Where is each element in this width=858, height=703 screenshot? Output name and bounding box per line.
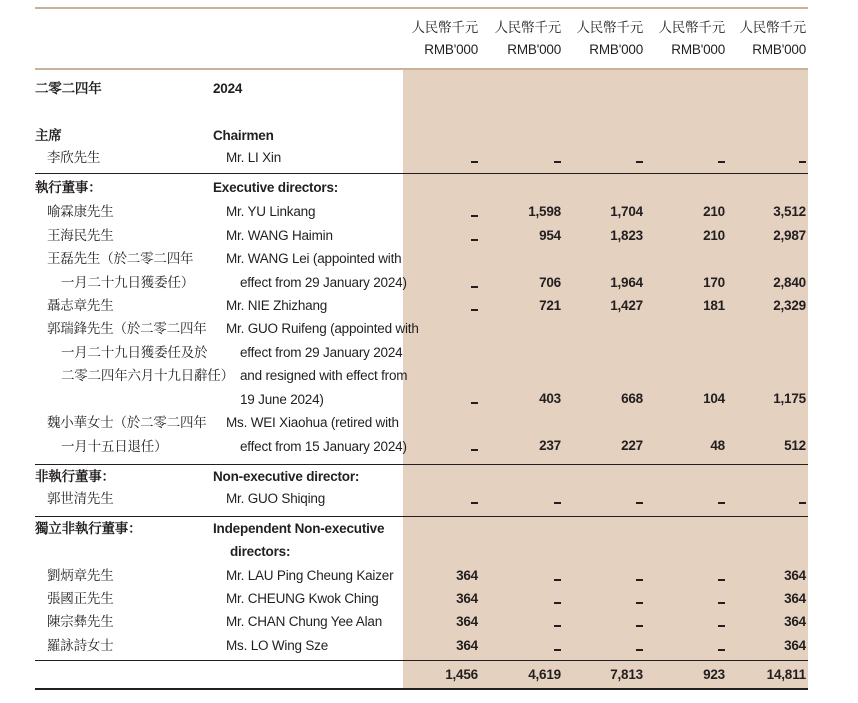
column-header-cn: 人民幣千元 — [576, 20, 643, 35]
section-title-en-cont: directors: — [230, 544, 291, 559]
dash-value — [554, 625, 561, 627]
dash-value — [636, 602, 643, 604]
top-rule — [35, 7, 808, 9]
amount-cell: 668 — [621, 391, 643, 406]
dash-value — [471, 502, 478, 504]
director-note-cn: 一月二十九日獲委任） — [61, 274, 194, 290]
director-name-en: Mr. CHAN Chung Yee Alan — [226, 614, 382, 629]
amount-cell: 210 — [703, 204, 725, 219]
director-name-en: Mr. LAU Ping Cheung Kaizer — [226, 568, 394, 583]
director-name-cn: 李欣先生 — [47, 150, 101, 165]
director-name-cn: 郭世清先生 — [47, 491, 114, 506]
amount-cell: 2,329 — [773, 298, 806, 313]
amount-cell: 364 — [784, 591, 806, 606]
column-header-en: RMB'000 — [424, 42, 478, 57]
column-header-cn: 人民幣千元 — [411, 20, 478, 35]
amount-cell: 364 — [456, 591, 478, 606]
total-cell: 1,456 — [445, 667, 478, 682]
amount-cell: 227 — [621, 438, 643, 453]
director-name-en: Mr. YU Linkang — [226, 204, 316, 219]
amount-cell: 1,598 — [528, 204, 561, 219]
amount-cell: 364 — [456, 638, 478, 653]
director-name-en: Mr. CHEUNG Kwok Ching — [226, 591, 379, 606]
column-header-en: RMB'000 — [507, 42, 561, 57]
column-header-en: RMB'000 — [752, 42, 806, 57]
dash-value — [554, 649, 561, 651]
amount-cell: 706 — [539, 275, 561, 290]
director-note-en: and resigned with effect from — [240, 368, 408, 383]
total-cell: 4,619 — [528, 667, 561, 682]
amount-cell: 48 — [710, 438, 725, 453]
amount-cell: 364 — [784, 568, 806, 583]
director-name-cn: 郭瑞鋒先生（於二零二四年 — [47, 321, 207, 336]
director-note-en: 19 June 2024) — [240, 391, 324, 407]
section-title-en: Chairmen — [213, 128, 274, 143]
dash-value — [554, 502, 561, 504]
amount-cell: 364 — [456, 614, 478, 629]
director-note-cn: 一月二十九日獲委任及於 — [61, 344, 208, 360]
total-cell: 923 — [703, 667, 725, 682]
dash-value — [636, 649, 643, 651]
column-header-en: RMB'000 — [671, 42, 725, 57]
amount-cell: 403 — [539, 391, 561, 406]
column-header-en: RMB'000 — [589, 42, 643, 57]
director-note-en: effect from 29 January 2024) — [240, 274, 407, 290]
director-name-en: Mr. WANG Haimin — [226, 228, 333, 243]
director-name-cn: 喻霖康先生 — [47, 204, 114, 219]
amount-cell: 2,987 — [773, 228, 806, 243]
director-name-en: Mr. LI Xin — [226, 150, 282, 165]
director-name-cn: 魏小華女士（於二零二四年 — [47, 415, 207, 430]
dash-value — [636, 625, 643, 627]
dash-value — [718, 161, 725, 163]
year-label-en: 2024 — [213, 81, 243, 96]
dash-value — [471, 161, 478, 163]
dash-value — [799, 161, 806, 163]
total-bottom-rule — [35, 688, 808, 690]
director-name-cn: 王海民先生 — [47, 228, 114, 243]
dash-value — [636, 579, 643, 581]
amount-cell: 3,512 — [773, 204, 806, 219]
amount-cell: 1,704 — [610, 204, 643, 219]
amount-cell: 237 — [539, 438, 561, 453]
amount-cell: 170 — [703, 275, 725, 290]
amount-cell: 1,427 — [610, 298, 643, 313]
director-name-cn: 聶志章先生 — [47, 298, 114, 313]
section-title-en: Independent Non-executive — [213, 521, 385, 536]
director-name-cn: 王磊先生（於二零二四年 — [47, 251, 194, 266]
dash-value — [554, 161, 561, 163]
director-note-cn: 一月十五日退任） — [61, 438, 168, 454]
total-cell: 14,811 — [766, 667, 806, 682]
dash-value — [554, 602, 561, 604]
director-note-cn: 二零二四年六月十九日辭任） — [61, 368, 234, 383]
header-rule — [35, 68, 808, 70]
amount-cell: 1,175 — [773, 391, 806, 406]
amount-cell: 364 — [784, 638, 806, 653]
column-header-cn: 人民幣千元 — [739, 20, 806, 35]
dash-value — [799, 502, 806, 504]
amount-cell: 364 — [456, 568, 478, 583]
director-name-en: Ms. WEI Xiaohua (retired with — [226, 415, 399, 430]
section-title-en: Non-executive director: — [213, 469, 360, 484]
director-name-cn: 羅詠詩女士 — [47, 638, 114, 653]
year-label-cn: 二零二四年 — [35, 81, 102, 96]
section-title-cn: 非執行董事： — [35, 469, 115, 484]
section-rule — [35, 516, 808, 517]
section-title-cn: 執行董事： — [35, 180, 102, 195]
dash-value — [636, 161, 643, 163]
section-title-cn: 獨立非執行董事： — [35, 521, 142, 536]
total-top-rule — [35, 660, 808, 661]
director-note-en: effect from 29 January 2024 — [240, 344, 403, 360]
column-header-cn: 人民幣千元 — [658, 20, 725, 35]
section-title-cn: 主席 — [35, 128, 62, 143]
amount-cell: 954 — [539, 228, 561, 243]
section-title-en: Executive directors: — [213, 180, 339, 195]
director-name-en: Mr. NIE Zhizhang — [226, 298, 328, 313]
column-header-cn: 人民幣千元 — [494, 20, 561, 35]
amount-cell: 2,840 — [773, 275, 806, 290]
section-rule — [35, 464, 808, 465]
amount-cell: 104 — [703, 391, 725, 406]
amount-cell: 512 — [784, 438, 806, 453]
dash-value — [636, 502, 643, 504]
director-name-cn: 劉炳章先生 — [47, 568, 114, 583]
director-name-cn: 張國正先生 — [47, 591, 114, 606]
director-name-en: Ms. LO Wing Sze — [226, 638, 329, 653]
amount-cell: 1,964 — [610, 275, 643, 290]
amount-cell: 721 — [539, 298, 561, 313]
total-cell: 7,813 — [610, 667, 643, 682]
amount-cell: 1,823 — [610, 228, 643, 243]
director-name-en: Mr. GUO Ruifeng (appointed with — [226, 321, 419, 336]
amount-cell: 210 — [703, 228, 725, 243]
director-name-en: Mr. WANG Lei (appointed with — [226, 251, 402, 266]
section-rule — [35, 173, 808, 174]
director-note-en: effect from 15 January 2024) — [240, 438, 407, 454]
dash-value — [554, 579, 561, 581]
director-name-en: Mr. GUO Shiqing — [226, 491, 326, 506]
director-name-cn: 陳宗彝先生 — [47, 614, 114, 629]
amount-cell: 181 — [703, 298, 725, 313]
amount-cell: 364 — [784, 614, 806, 629]
dash-value — [718, 502, 725, 504]
